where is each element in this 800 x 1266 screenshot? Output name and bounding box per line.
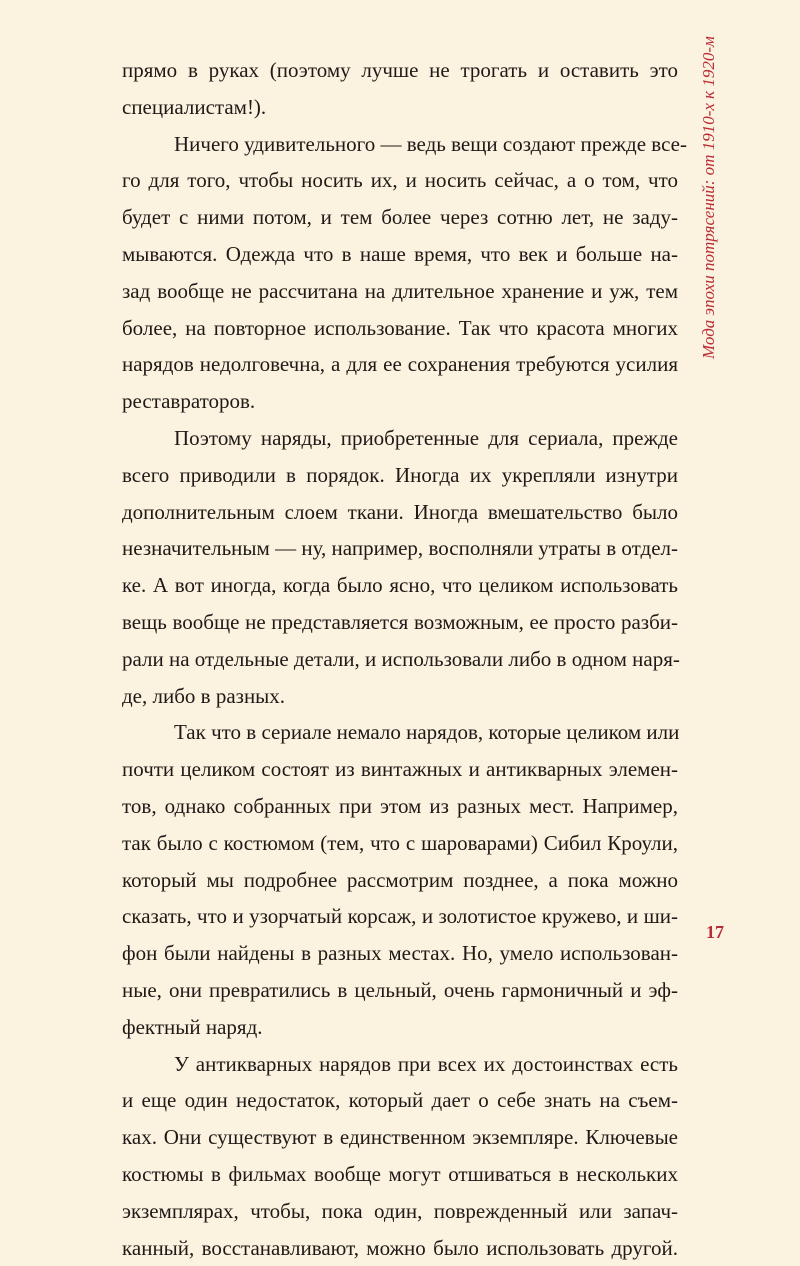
- text-line: Поэтому наряды, приобретенные для сериала, прежде: [122, 420, 678, 457]
- text-line: рали на отдельные детали, и использовали либо в одном наря-: [122, 641, 678, 678]
- text-line: и еще один недостаток, который дает о себе знать на съем-: [122, 1082, 678, 1119]
- text-line: го для того, чтобы носить их, и носить сейчас, а о том, что: [122, 162, 678, 199]
- text-line: так было с костюмом (тем, что с шароварами) Сибил Кроули,: [122, 825, 678, 862]
- text-line: Так что в сериале немало нарядов, которые целиком или: [122, 714, 678, 751]
- text-line: который мы подробнее рассмотрим позднее, а пока можно: [122, 862, 678, 899]
- text-line: будет с ними потом, и тем более через сотню лет, не заду-: [122, 199, 678, 236]
- text-line: канный, восстанавливают, можно было использовать другой.: [122, 1230, 678, 1266]
- text-line: дополнительным слоем ткани. Иногда вмешательство было: [122, 494, 678, 531]
- text-line: сказать, что и узорчатый корсаж, и золотистое кружево, и ши-: [122, 898, 678, 935]
- text-line: де, либо в разных.: [122, 678, 678, 715]
- text-line: зад вообще не рассчитана на длительное хранение и уж, тем: [122, 273, 678, 310]
- text-line: костюмы в фильмах вообще могут отшиваться в нескольких: [122, 1156, 678, 1193]
- text-line: прямо в руках (поэтому лучше не трогать и оставить это: [122, 52, 678, 89]
- text-line: вещь вообще не представляется возможным, ее просто разби-: [122, 604, 678, 641]
- text-line: мываются. Одежда что в наше время, что век и больше на-: [122, 236, 678, 273]
- text-line: незначительным — ну, например, восполняли утраты в отдел-: [122, 530, 678, 567]
- text-line: более, на повторное использование. Так что красота многих: [122, 310, 678, 347]
- text-line: нарядов недолговечна, а для ее сохранения требуются усилия: [122, 346, 678, 383]
- running-title: Мода эпохи потрясений: от 1910-х к 1920-м: [699, 36, 719, 359]
- text-line: фектный наряд.: [122, 1009, 678, 1046]
- text-line: реставраторов.: [122, 383, 678, 420]
- text-line: всего приводили в порядок. Иногда их укрепляли изнутри: [122, 457, 678, 494]
- text-line: экземплярах, чтобы, пока один, поврежденный или запач-: [122, 1193, 678, 1230]
- page-number: 17: [702, 921, 728, 943]
- body-text: [122, 52, 678, 1266]
- text-line: тов, однако собранных при этом из разных мест. Например,: [122, 788, 678, 825]
- text-line: ках. Они существуют в единственном экземпляре. Ключевые: [122, 1119, 678, 1156]
- text-line: почти целиком состоят из винтажных и антикварных элемен-: [122, 751, 678, 788]
- text-line: ке. А вот иногда, когда было ясно, что целиком использовать: [122, 567, 678, 604]
- text-line: У антикварных нарядов при всех их достоинствах есть: [122, 1046, 678, 1083]
- text-line: Ничего удивительного — ведь вещи создают прежде все-: [122, 126, 678, 163]
- text-line: ные, они превратились в цельный, очень гармоничный и эф-: [122, 972, 678, 1009]
- text-line: фон были найдены в разных местах. Но, умело использован-: [122, 935, 678, 972]
- text-line: специалистам!).: [122, 89, 678, 126]
